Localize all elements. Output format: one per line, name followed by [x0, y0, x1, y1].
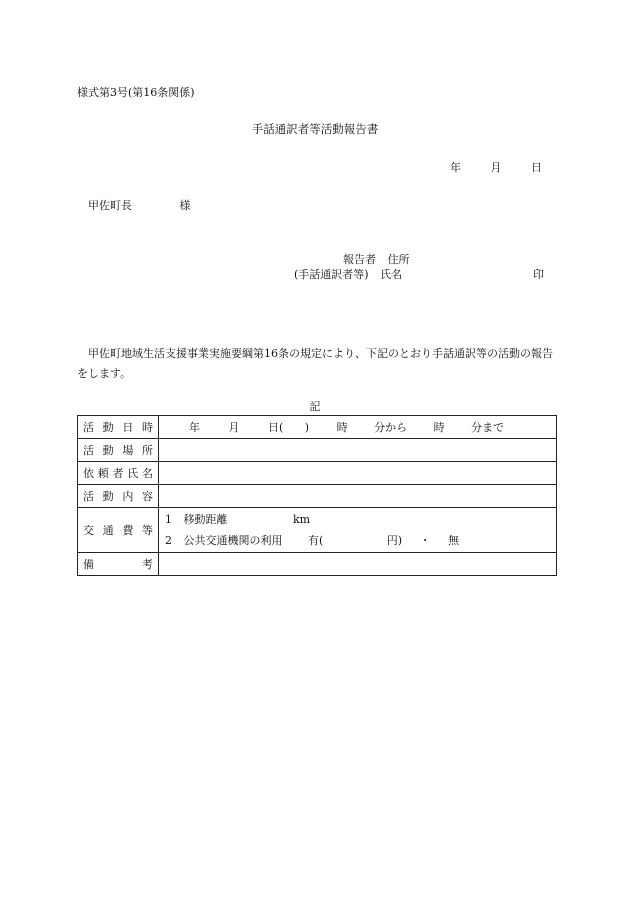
- addressee-name: 甲佐町長: [88, 199, 132, 212]
- date-month: 月: [490, 161, 502, 174]
- transport-no-option[interactable]: 無: [448, 534, 460, 547]
- label-char: 考: [142, 558, 153, 571]
- label-transport: [78, 508, 159, 553]
- label-char: 氏: [127, 467, 139, 480]
- dt-hour-to: 時: [433, 421, 445, 434]
- date-day: 日: [531, 161, 542, 174]
- row-remarks: [78, 553, 557, 576]
- label-char: 動: [102, 421, 114, 434]
- addressee-honorific: 様: [179, 199, 191, 212]
- label-char: 活: [83, 490, 94, 503]
- value-activity-content[interactable]: [159, 485, 557, 508]
- label-char: 内: [122, 490, 134, 503]
- transport-separator: ・: [419, 534, 431, 547]
- seal-mark: 印: [533, 268, 544, 281]
- label-char: 頼: [97, 467, 109, 480]
- transport-distance-line: [165, 509, 550, 530]
- transport-item-number: 1: [165, 513, 172, 526]
- label-char: 活: [83, 421, 94, 434]
- ki-heading: 記: [309, 400, 321, 413]
- label-char: 依: [83, 467, 94, 480]
- form-number: 様式第3号(第16条関係): [77, 86, 195, 99]
- dt-hour-from: 時: [336, 421, 348, 434]
- label-char: 活: [83, 444, 94, 457]
- transport-public-label: 公共交通機関の利用: [183, 534, 283, 547]
- label-char: 場: [122, 444, 134, 457]
- transport-public-line: [165, 530, 550, 551]
- dt-paren: ): [304, 421, 310, 434]
- label-char: 時: [141, 421, 153, 434]
- row-activity-content: [78, 485, 557, 508]
- date-line: [450, 162, 542, 173]
- reporter-address-label: 住所: [387, 253, 410, 266]
- transport-item-number: 2: [165, 534, 172, 547]
- reporter-address-line: [343, 254, 410, 265]
- label-char: 動: [102, 490, 114, 503]
- label-char: 交: [83, 524, 94, 537]
- label-char: 費: [122, 524, 134, 537]
- transport-yes-option[interactable]: 有(: [308, 534, 324, 547]
- document-title: 手話通訳者等活動報告書: [251, 122, 379, 136]
- label-char: 動: [102, 444, 114, 457]
- value-requester-name[interactable]: [159, 462, 557, 485]
- transport-distance-label: 移動距離: [183, 513, 228, 526]
- report-table: [77, 415, 557, 576]
- value-remarks[interactable]: [159, 553, 557, 576]
- value-activity-place[interactable]: [159, 439, 557, 462]
- transport-distance-unit: km: [293, 513, 311, 526]
- label-activity-datetime: [78, 416, 159, 439]
- row-activity-datetime: [78, 416, 557, 439]
- date-year: 年: [450, 161, 461, 174]
- dt-year: 年: [189, 421, 200, 434]
- label-activity-place: [78, 439, 159, 462]
- addressee: [88, 200, 191, 211]
- value-transport[interactable]: [159, 508, 557, 553]
- dt-min-to: 分まで: [471, 421, 505, 434]
- dt-min-from: 分から: [374, 421, 408, 434]
- label-remarks: [78, 553, 159, 576]
- label-char: 容: [141, 490, 153, 503]
- row-activity-place: [78, 439, 557, 462]
- report-statement: 甲佐町地域生活支援事業実施要綱第16条の規定により、下記のとおり手話通訳等の活動の報告をします。: [77, 347, 553, 380]
- row-transport: [78, 508, 557, 553]
- label-requester-name: [78, 462, 159, 485]
- label-char: 所: [141, 444, 153, 457]
- reporter-label: 報告者: [343, 253, 376, 266]
- label-char: 名: [142, 467, 153, 480]
- row-requester-name: [78, 462, 557, 485]
- value-activity-datetime[interactable]: [159, 416, 557, 439]
- reporter-sub-label: (手話通訳者等): [294, 268, 369, 281]
- dt-month: 月: [228, 421, 240, 434]
- reporter-name-line: [294, 269, 402, 280]
- label-char: 日: [122, 421, 134, 434]
- label-char: 備: [83, 558, 94, 571]
- dt-day: 日(: [268, 421, 284, 434]
- label-char: 通: [102, 524, 114, 537]
- label-char: 等: [141, 524, 153, 537]
- label-char: 者: [112, 467, 124, 480]
- reporter-name-label: 氏名: [380, 268, 403, 281]
- transport-yen-unit: 円): [386, 534, 403, 547]
- label-activity-content: [78, 485, 159, 508]
